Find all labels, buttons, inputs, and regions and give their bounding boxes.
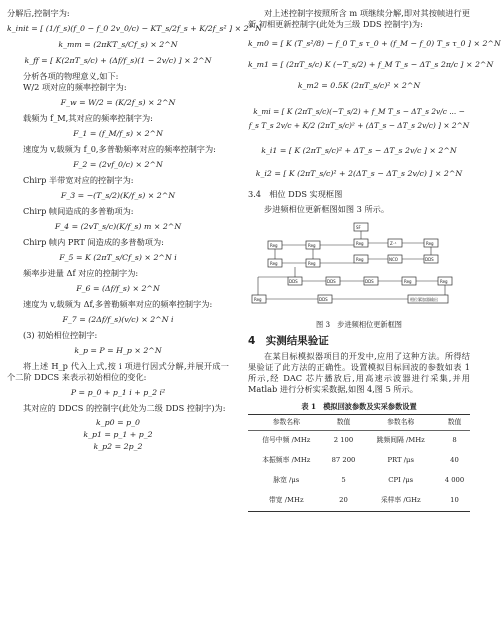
equation-f7: F_7 = (2Δf/f_s)(v/c) × 2^N i (62, 315, 174, 324)
table-cell: 2 100 (333, 436, 354, 444)
section-heading: 4 实测结果验证 (248, 335, 329, 347)
table-cell: 4 000 (444, 476, 465, 484)
paragraph: 在某目标模拟器项目的开发中,应用了这种方法。所得结果验证了此方法的正确性。设置模拟目标回波的参数如表 1 所示,经 DAC 芯片播放后,用高速示波器进行采集,并用 Matlab 进行分析实采数据,如图 4,图 5 所示。 (248, 351, 470, 394)
block-label: Reg (426, 241, 434, 246)
block-label: DDS (425, 257, 434, 262)
equation-kp1: k_p1 = p_1 + p_2 (83, 430, 153, 439)
block-label: Reg (440, 279, 448, 284)
table-header: 数值 (325, 415, 363, 431)
table-cell: PRT /μs (387, 456, 414, 464)
equation-km0: k_m0 = [ K (T_s²/8) − f_0 T_s τ_0 + (f_M − f_0) T_s τ_0 ] × 2^N (248, 39, 501, 48)
equation-fw: F_w = W/2 = (K/2f_s) × 2^N (60, 98, 176, 107)
table-header: 参数名称 (362, 415, 439, 431)
equation-f4: F_4 = (2vT_s/c)(K/f_s) m × 2^N (54, 222, 182, 231)
table-cell: 采样率 /GHz (362, 491, 439, 512)
equation-ki1: k_i1 = [ K (2πT_s/c)² + ΔT_s − ΔT_s 2v/c ] × 2^N (261, 146, 457, 155)
parameter-table (248, 414, 470, 512)
figure-caption: 图 3 步进频相位更新框图 (316, 320, 402, 329)
table-cell: CPI /μs (388, 476, 414, 484)
equation-kff: k_ff = [ K(2πT_s/c) + (Δf/f_s)(1 − 2v/c) ] × 2^N (24, 56, 212, 65)
table-cell: 40 (450, 456, 459, 464)
block-label: Reg (270, 261, 278, 266)
block-label: Z⁻¹ (390, 241, 397, 246)
equation-kp0: k_p0 = p_0 (96, 418, 140, 427)
table-cell: 脉宽 /μs (273, 476, 300, 484)
equation-f3: F_3 = −(T_s/2)(K/f_s) × 2^N (60, 191, 176, 200)
block-label: SF (356, 225, 361, 230)
paragraph: 步进频相位更新框图如图 3 所示。 (264, 204, 390, 214)
equation-f1: F_1 = (f_M/f_s) × 2^N (73, 129, 163, 138)
block-diagram (248, 221, 470, 317)
table-cell: 本振频率 /MHz (262, 456, 311, 464)
equation-kinit: k_init = [ (1/f_s)(f_0 − f_0 2v_0/c) − KT_s/2f_s + K/2f_s² ] × 2^N (7, 24, 262, 33)
table-row (248, 451, 470, 471)
equation-kmm: k_mm = (2πKT_s/Cf_s) × 2^N (58, 40, 178, 49)
equation-kp2: k_p2 = 2p_2 (93, 442, 143, 451)
paragraph: 速度为 v,载频为 f_0,多普勒频率对应的频率控制字为: (23, 144, 216, 154)
block-label: DDS (289, 279, 298, 284)
equation-f6: F_6 = (Δf/f_s) × 2^N (76, 284, 160, 293)
output-label: 相位累加器输出 (410, 297, 438, 302)
table-cell: 10 (439, 491, 470, 512)
paragraph: 分析各项的物理意义,如下: (23, 71, 119, 81)
block-label: DDS (365, 279, 374, 284)
paragraph: Chirp 半带宽对应的控制字为: (23, 175, 134, 185)
equation-kmi: k_mi = [ K (2πT_s/c)(−T_s/2) + f_M T_s − ΔT_s 2v/c ... − f_s T_s 2v/c + K/2 (2πT_s/c)² + (ΔT_s − ΔT_s 2v/c) ] × 2^N (248, 107, 470, 130)
block-label: DDS (319, 297, 328, 302)
paragraph: Chirp 帧内 PRT 间造成的多普勒项为: (23, 237, 164, 247)
equation-ki2: k_i2 = [ K (2πT_s/c)² + 2(ΔT_s − ΔT_s 2v/c) ] × 2^N (255, 169, 463, 178)
equation-f2: F_2 = (2vf_0/c) × 2^N (73, 160, 163, 169)
table-row (248, 491, 470, 512)
equation-kp: k_p = P = H_p × 2^N (74, 346, 162, 355)
table-cell: 8 (452, 436, 457, 444)
right-column (248, 8, 501, 512)
block-label: Reg (404, 279, 412, 284)
table-row (248, 471, 470, 491)
paragraph: (3) 初始相位控制字: (23, 330, 98, 340)
block-label: DDS (327, 279, 336, 284)
block-diagram-figure (248, 221, 470, 317)
subsection-heading: 3.4 相位 DDS 实现框图 (248, 189, 343, 199)
paragraph: 载频为 f_M,其对应的频率控制字为: (23, 113, 153, 123)
table-cell: 20 (325, 491, 363, 512)
block-label: Reg (254, 297, 262, 302)
equation-km1: k_m1 = [ (2πT_s/c) K (−T_s/2) + f_M T_s − ΔT_s 2π/c ] × 2^N (248, 60, 494, 69)
table-header: 参数名称 (248, 415, 325, 431)
block-label: Reg (270, 243, 278, 248)
table-caption: 表 1 模拟回波参数及实采参数设置 (301, 402, 417, 411)
block-label: Reg (356, 257, 364, 262)
block-label: Reg (308, 243, 316, 248)
paragraph: 其对应的 DDCS 的控制字(此处为二级 DDS 控制字)为: (23, 403, 226, 413)
block-label: Reg (356, 241, 364, 246)
table-cell: 带宽 /MHz (248, 491, 325, 512)
equation-p: P = p_0 + p_1 i + p_2 i² (70, 388, 166, 397)
block-label: NCO (389, 257, 398, 262)
equation-f5: F_5 = K (2πT_s/Cf_s) × 2^N i (59, 253, 177, 262)
table-cell: 5 (341, 476, 346, 484)
table-cell: 信号中频 /MHz (262, 436, 311, 444)
paragraph: 对上述控制字按照所含 m 项继续分解,即对其按帧进行更新,初相更新控制字(此处为三级 DDS 控制字)为: (248, 8, 470, 29)
paragraph: Chirp 帧间造成的多普勒项为: (23, 206, 134, 216)
table-header: 数值 (439, 415, 470, 431)
equation-km2: k_m2 = 0.5K (2πT_s/c)² × 2^N (297, 81, 421, 90)
table-header-row (248, 415, 470, 431)
block-label: Reg (308, 261, 316, 266)
table-row (248, 431, 470, 452)
paragraph: 分解后,控制字为: (7, 8, 70, 18)
paragraph: W/2 项对应的频率控制字为: (23, 82, 127, 92)
table-cell: 跳频间隔 /MHz (376, 436, 425, 444)
paragraph: 速度为 v,载频为 Δf,多普勒频率对应的频率控制字为: (23, 299, 213, 309)
diagram-wires (258, 231, 445, 299)
paragraph: 频率步进量 Δf 对应的控制字为: (23, 268, 139, 278)
table-cell: 87 200 (331, 456, 356, 464)
paragraph: 将上述 H_p 代入上式,按 i 项进行因式分解,并展开成一个二阶 DDCS 来表示初始相位的变化: (7, 361, 229, 382)
